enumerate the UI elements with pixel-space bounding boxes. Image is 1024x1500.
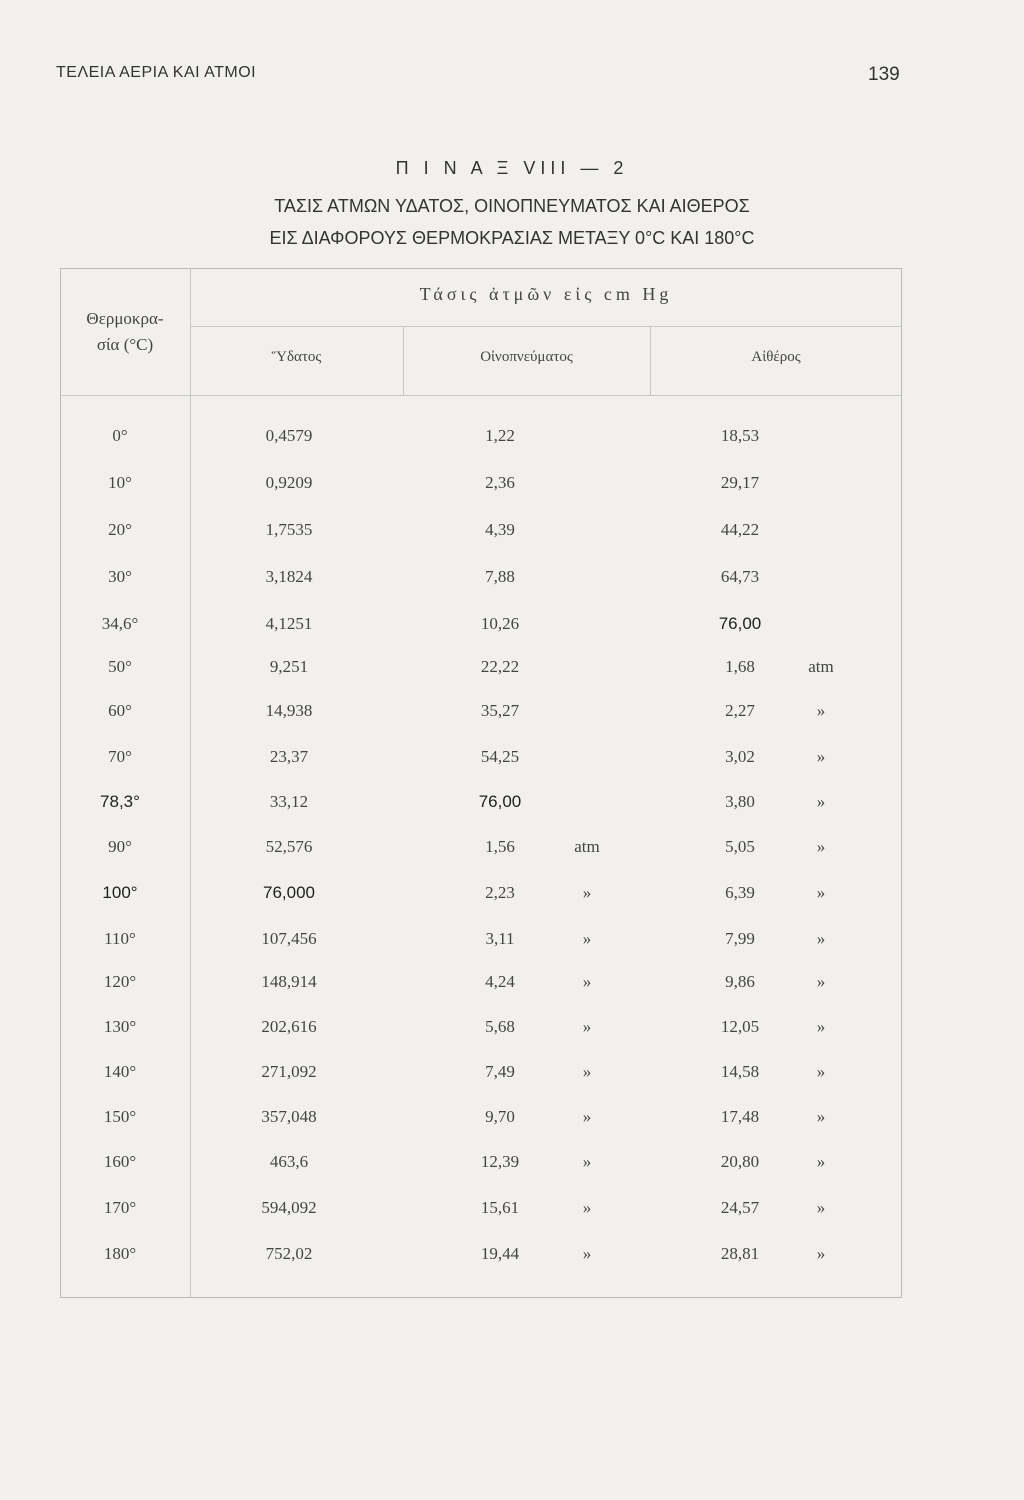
column-header-water: Ὕδατος [271,349,322,365]
water-pressure-cell: 9,251 [269,657,309,676]
temperature-cell: 10° [108,473,132,492]
temperature-cell: 0° [112,426,128,445]
alcohol-pressure-cell: 2,36 [485,473,515,492]
water-pressure-cell: 148,914 [261,972,317,991]
table-caption-line-1: ΤΑΣΙΣ ΑΤΜΩΝ ΥΔΑΤΟΣ, ΟΙΝΟΠΝΕΥΜΑΤΟΣ ΚΑΙ ΑΙΘΕΡΟΣ [274,196,750,216]
column-header-temperature [60,306,190,358]
alcohol-unit-cell: » [582,1198,592,1217]
temperature-cell: 90° [108,837,132,856]
temperature-cell: 180° [103,1244,137,1263]
ether-unit-cell: » [816,1198,826,1217]
alcohol-pressure-cell: 5,68 [485,1017,515,1036]
alcohol-pressure-cell: 1,22 [485,426,515,445]
page-number: 139 [868,64,900,85]
water-pressure-cell: 3,1824 [265,567,313,586]
water-pressure-cell: 0,4579 [265,426,313,445]
header-bottom-rule [60,395,902,396]
temperature-cell: 60° [108,701,132,720]
ether-unit-cell: » [816,883,826,902]
ether-pressure-cell: 1,68 [725,657,755,676]
column-group-header: Τάσις ἀτμῶν εἰς cm Hg [419,284,673,304]
water-pressure-cell: 23,37 [269,747,309,766]
alcohol-pressure-cell: 1,56 [485,837,515,856]
water-pressure-cell: 0,9209 [265,473,313,492]
water-pressure-cell: 14,938 [265,701,313,720]
ether-unit-cell: » [816,837,826,856]
temperature-cell: 130° [103,1017,137,1036]
ether-pressure-cell: 29,17 [720,473,760,492]
ether-pressure-cell: 14,58 [720,1062,760,1081]
ether-pressure-cell: 5,05 [725,837,755,856]
header-divider [190,326,902,327]
ether-pressure-cell: 6,39 [725,883,755,902]
ether-unit-cell: » [816,1152,826,1171]
alcohol-pressure-cell: 76,00 [478,792,522,811]
temperature-cell: 110° [104,929,136,948]
alcohol-pressure-cell: 9,70 [485,1107,515,1126]
ether-pressure-cell: 12,05 [720,1017,760,1036]
water-pressure-cell: 202,616 [261,1017,317,1036]
alcohol-unit-cell: » [582,1152,592,1171]
water-pressure-cell: 271,092 [261,1062,317,1081]
alcohol-pressure-cell: 12,39 [480,1152,520,1171]
column-header-temperature-line-1: Θερμοκρα- [86,309,164,328]
ether-pressure-cell: 17,48 [720,1107,760,1126]
ether-unit-cell: » [816,792,826,811]
ether-unit-cell: » [816,701,826,720]
ether-unit-cell: » [816,1017,826,1036]
ether-pressure-cell: 24,57 [720,1198,760,1217]
water-pressure-cell: 752,02 [265,1244,313,1263]
ether-pressure-cell: 20,80 [720,1152,760,1171]
ether-pressure-cell: 76,00 [718,614,762,633]
temperature-cell: 78,3° [100,792,140,811]
temperature-cell: 120° [103,972,137,991]
alcohol-pressure-cell: 19,44 [480,1244,520,1263]
temperature-cell: 100° [102,883,138,902]
ether-pressure-cell: 64,73 [720,567,760,586]
alcohol-pressure-cell: 7,88 [485,567,515,586]
ether-pressure-cell: 18,53 [720,426,760,445]
ether-unit-cell: » [816,1062,826,1081]
ether-pressure-cell: 28,81 [720,1244,760,1263]
water-pressure-cell: 33,12 [269,792,309,811]
ether-pressure-cell: 7,99 [725,929,755,948]
water-pressure-cell: 76,000 [263,883,315,902]
alcohol-pressure-cell: 10,26 [480,614,520,633]
temperature-cell: 50° [108,657,132,676]
temperature-cell: 150° [103,1107,137,1126]
alcohol-pressure-cell: 4,39 [485,520,515,539]
alcohol-unit-cell: » [582,1017,592,1036]
alcohol-unit-cell: » [582,1107,592,1126]
temperature-cell: 30° [108,567,132,586]
table-caption-line-2: ΕΙΣ ΔΙΑΦΟΡΟΥΣ ΘΕΡΜΟΚΡΑΣΙΑΣ ΜΕΤΑΞΥ 0°C ΚΑΙ 180°C [269,228,755,248]
alcohol-pressure-cell: 35,27 [480,701,520,720]
column-header-ether: Αἰθέρος [751,349,801,365]
alcohol-pressure-cell: 15,61 [480,1198,520,1217]
temperature-cell: 140° [103,1062,137,1081]
alcohol-pressure-cell: 7,49 [485,1062,515,1081]
alcohol-unit-cell: » [582,1244,592,1263]
column-header-alcohol: Οἰνοπνεύματος [480,349,573,365]
water-pressure-cell: 357,048 [261,1107,317,1126]
alcohol-pressure-cell: 3,11 [485,929,515,948]
water-pressure-cell: 463,6 [269,1152,309,1171]
temperature-cell: 160° [103,1152,137,1171]
water-pressure-cell: 52,576 [265,837,313,856]
ether-pressure-cell: 2,27 [725,701,755,720]
alcohol-unit-cell: atm [574,837,600,856]
alcohol-pressure-cell: 22,22 [480,657,520,676]
alcohol-pressure-cell: 4,24 [485,972,515,991]
ether-unit-cell: » [816,929,826,948]
alcohol-unit-cell: » [582,1062,592,1081]
ether-pressure-cell: 44,22 [720,520,760,539]
ether-pressure-cell: 3,02 [725,747,755,766]
column-divider [190,268,191,1298]
alcohol-unit-cell: » [582,883,592,902]
water-pressure-cell: 1,7535 [265,520,313,539]
water-pressure-cell: 4,1251 [265,614,313,633]
vapor-pressure-table [60,268,902,1298]
ether-unit-cell: » [816,747,826,766]
running-title: ΤΕΛΕΙΑ ΑΕΡΙΑ ΚΑΙ ΑΤΜΟΙ [56,64,257,81]
column-header-temperature-line-2: σία (°C) [96,335,154,354]
ether-pressure-cell: 9,86 [725,972,755,991]
table-label: Π Ι Ν Α Ξ VIII — 2 [395,158,629,178]
water-pressure-cell: 594,092 [261,1198,317,1217]
ether-pressure-cell: 3,80 [725,792,755,811]
water-pressure-cell: 107,456 [261,929,317,948]
temperature-cell: 34,6° [101,614,139,633]
temperature-cell: 70° [108,747,132,766]
alcohol-pressure-cell: 2,23 [485,883,515,902]
ether-unit-cell: » [816,972,826,991]
ether-unit-cell: » [816,1244,826,1263]
ether-unit-cell: » [816,1107,826,1126]
ether-unit-cell: atm [808,657,834,676]
alcohol-unit-cell: » [582,929,592,948]
alcohol-unit-cell: » [582,972,592,991]
alcohol-pressure-cell: 54,25 [480,747,520,766]
temperature-cell: 170° [103,1198,137,1217]
temperature-cell: 20° [108,520,132,539]
